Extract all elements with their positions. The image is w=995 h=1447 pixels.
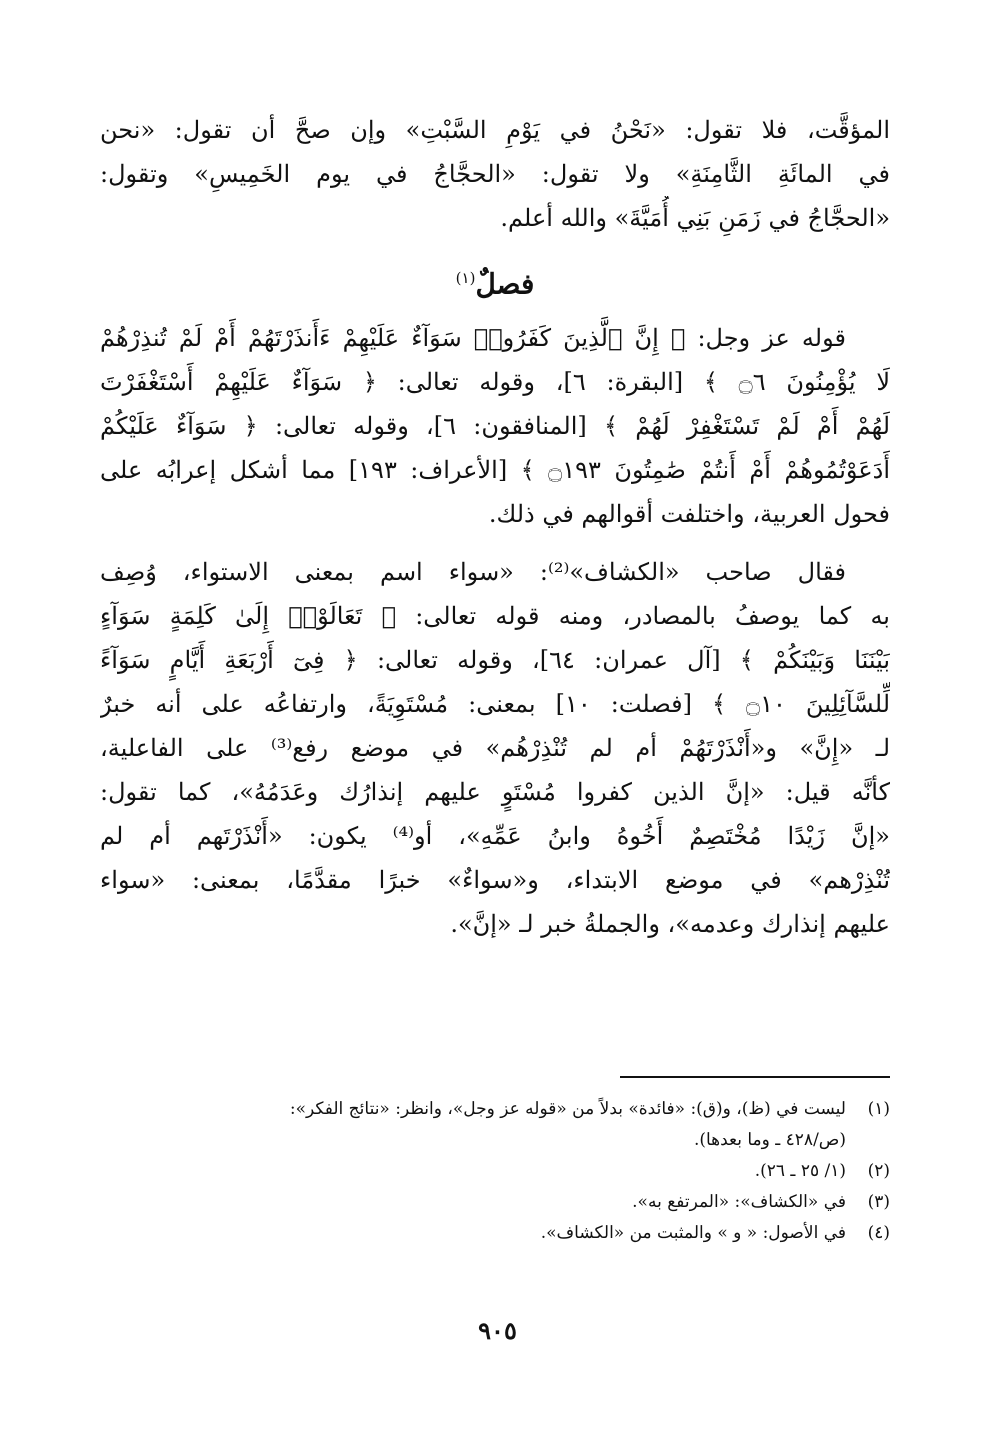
footnote-item <box>100 1218 890 1249</box>
text-line: لِّلسَّآئِلِينَ ۝١٠ ﴾ [فصلت: ١٠] بمعنى: مُسْتَوِيَةً، وارتفاعُه على أنه خبرٌ <box>100 690 890 719</box>
text-line: المؤقَّت، فلا تقول: «نَحْنُ في يَوْمِ السَّبْتِ» وإن صحَّ أن تقول: «نحن <box>100 116 890 144</box>
text-line: أَدَعَوْتُمُوهُمْ أَمْ أَنتُمْ صَٰمِتُونَ ۝١٩٣ ﴾ [الأعراف: ١٩٣] مما أشكل إعرابُه على <box>100 456 890 485</box>
footnote-text: (١/ ٢٥ ـ ٢٦). <box>754 1161 846 1181</box>
footnote-ref: (١) <box>455 269 476 287</box>
footnote-item <box>100 1094 890 1125</box>
footnote-text: في «الكشاف»: «المرتفع به». <box>632 1192 846 1212</box>
footnote-number: (٤) <box>867 1223 890 1243</box>
intro-paragraph <box>100 108 890 240</box>
text-line: عليهم إنذارك وعدمه»، والجملةُ خبر لـ «إنَّ». <box>450 910 890 939</box>
text-line: «إنَّ زَيْدًا مُخْتَصِمٌ أَخُوهُ وابنُ عَمِّهِ»، أو⁽⁴⁾ يكون: «أَنْذَرْتَهم أم لم <box>100 822 890 851</box>
page-number: ٩٠٥ <box>478 1316 517 1345</box>
text-line: فقال صاحب «الكشاف»⁽²⁾: «سواء اسم بمعنى الاستواء، وُصِف <box>100 558 847 587</box>
text-line: لـ «إِنَّ» و«أَنْذَرْتَهُمْ أم لم تُنْذِرْهُم» في موضع رفع⁽³⁾ على الفاعلية، <box>100 734 890 763</box>
footnote-text: في الأصول: « و » والمثبت من «الكشاف». <box>540 1223 846 1243</box>
paragraph-verses <box>100 316 890 536</box>
text-line: لَهُمْ أَمْ لَمْ تَسْتَغْفِرْ لَهُمْ ﴾ [المنافقون: ٦]، وقوله تعالى: ﴿ سَوَآءٌ عَلَيْكُمْ <box>100 412 890 441</box>
footnote-number: (١) <box>867 1099 890 1119</box>
text-line: فحول العربية، واختلفت أقوالهم في ذلك. <box>488 500 890 529</box>
paragraph-kashshaf <box>100 550 890 946</box>
text-line: به كما يوصفُ بالمصادر، ومنه قوله تعالى: ﴿ تَعَالَوْا۟ إِلَىٰ كَلِمَةٍ سَوَآءٍ <box>100 602 890 631</box>
text-line: بَيْنَنَا وَبَيْنَكُمْ ﴾ [آل عمران: ٦٤]، وقوله تعالى: ﴿ فِىٓ أَرْبَعَةِ أَيَّامٍ سَوَآءً <box>100 646 890 675</box>
text-line: كأنَّه قيل: «إنَّ الذين كفروا مُسْتَوٍ عليهم إنذارُك وعَدَمُهُ»، كما تقول: <box>100 778 890 807</box>
page-body <box>100 108 890 960</box>
text-line: لَا يُؤْمِنُونَ ۝٦ ﴾ [البقرة: ٦]، وقوله تعالى: ﴿ سَوَآءٌ عَلَيْهِمْ أَسْتَغْفَرْتَ <box>100 368 890 397</box>
footnote-number: (٢) <box>867 1161 890 1181</box>
text-line: قوله عز وجل: ﴿ إِنَّ ٱلَّذِينَ كَفَرُوا۟ سَوَآءٌ عَلَيْهِمْ ءَأَنذَرْتَهُمْ أَمْ لَمْ تُنذِرْهُمْ <box>100 324 846 353</box>
footnote-number: (٣) <box>867 1192 890 1212</box>
text-line: في المائَةِ الثَّامِنَةِ» ولا تقول: «الحجَّاجُ في يوم الخَمِيسِ» وتقول: <box>100 160 890 188</box>
footnotes <box>100 1094 890 1249</box>
footnote-separator <box>620 1076 890 1078</box>
text-line: تُنْذِرْهم» في موضع الابتداء، و«سواءٌ» خبرًا مقدَّمًا، بمعنى: «سواء <box>100 866 890 895</box>
footnote-continuation: (ص/٤٢٨ ـ وما بعدها). <box>693 1130 846 1150</box>
footnote-item <box>100 1187 890 1218</box>
section-heading <box>100 254 890 308</box>
footnote-item <box>100 1156 890 1187</box>
text-line: «الحجَّاجُ في زَمَنِ بَنِي أُمَيَّةَ» والله أعلم. <box>500 204 890 232</box>
footnote-text: ليست في (ظ)، و(ق): «فائدة» بدلاً من «قوله عز وجل»، وانظر: «نتائج الفكر»: <box>289 1099 846 1119</box>
section-heading-text: فصلٌ <box>475 267 535 301</box>
